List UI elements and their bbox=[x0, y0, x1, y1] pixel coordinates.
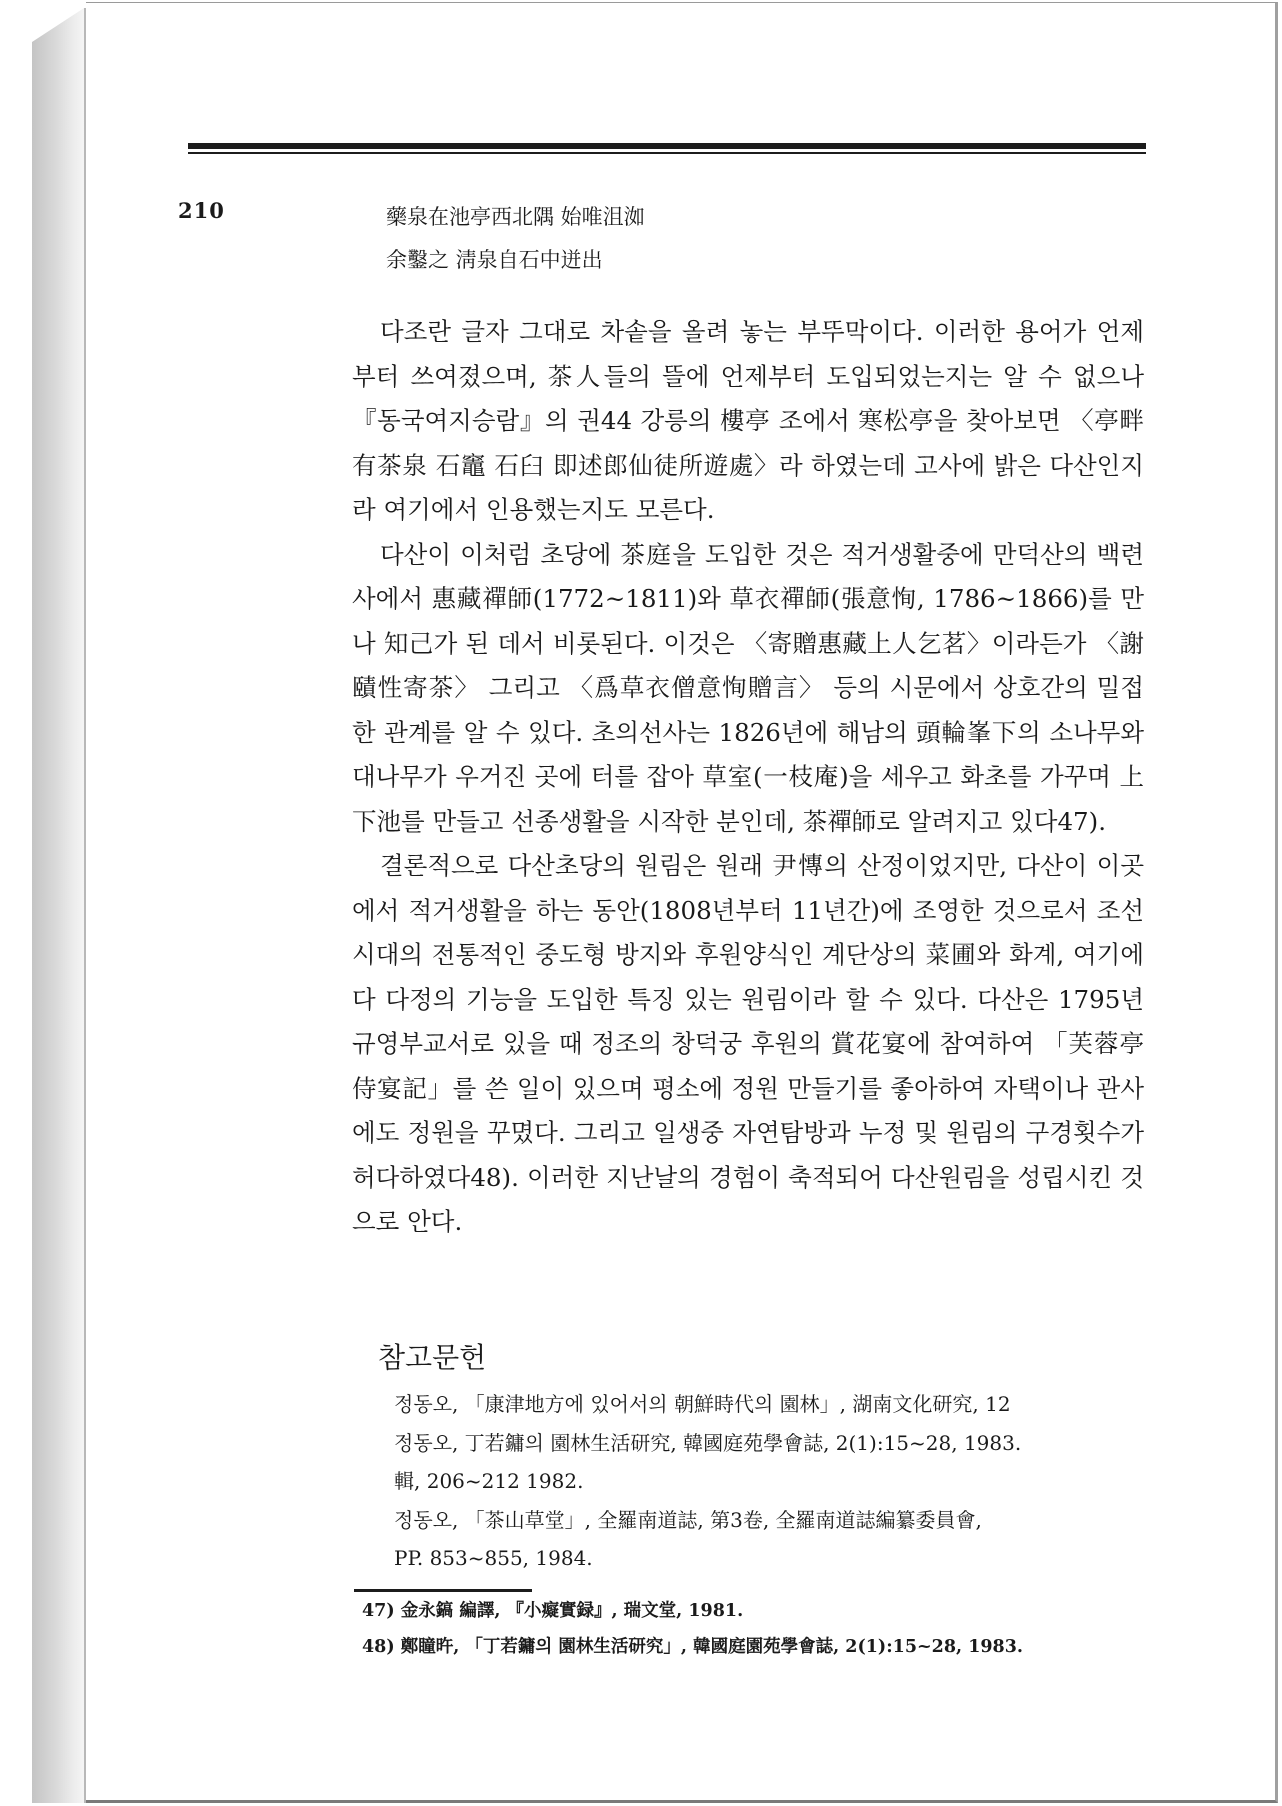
poem-line-1: 藥泉在池亭西北隅 始唯沮洳 bbox=[386, 205, 645, 229]
reference-item: 정동오, 「茶山草堂」, 全羅南道誌, 第3卷, 全羅南道誌編纂委員會, bbox=[394, 1507, 982, 1532]
paragraph-1: 다조란 글자 그대로 차솥을 올려 놓는 부뚜막이다. 이러한 용어가 언제부터 쓰여졌으며, 茶人들의 뜰에 언제부터 도입되었는지는 알 수 없으나 『동국여지승람』의 권44 강릉의 樓亭 조에서 寒松亭을 찾아보면 〈亭畔 有茶泉 石竈 石臼 即述郎仙徒所遊處〉라 하였는데 고사에 밝은 다산인지라 여기에서 인용했는지도 모른다. bbox=[352, 317, 1144, 524]
footnote-48: 48) 鄭瞳旿, 「丁若鏞의 園林生活研究」, 韓國庭園苑學會誌, 2(1):15~28, 1983. bbox=[362, 1637, 1024, 1657]
footnotes bbox=[362, 1593, 1162, 1665]
reference-item: 정동오, 丁若鏞의 園林生活研究, 韓國庭苑學會誌, 2(1):15~28, 1983. bbox=[394, 1430, 1022, 1455]
references-title: 참고문헌 bbox=[378, 1341, 487, 1374]
book-edge bbox=[32, 8, 84, 1803]
reference-item: 輯, 206~212 1982. bbox=[394, 1469, 584, 1493]
paragraph-3: 결론적으로 다산초당의 원림은 원래 尹慱의 산정이었지만, 다산이 이곳에서 적거생활을 하는 동안(1808년부터 11년간)에 조영한 것으로서 조선시대의 전통적인 중도형 방지와 후원양식인 계단상의 菜圃와 화계, 여기에다 다정의 기능을 도입한 특징 있는 원림이라 할 수 있다. 다산은 1795년 규영부교서로 있을 때 정조의 창덕궁 후원의 賞花宴에 참여하여 「芙蓉亭侍宴記」를 쓴 일이 있으며 평소에 정원 만들기를 좋아하여 자택이나 관사에도 정원을 꾸몄다. 그리고 일생중 자연탐방과 누정 및 원림의 구경횟수가 허다하였다48). 이러한 지난날의 경험이 축적되어 다산원림을 성립시킨 것으로 안다. bbox=[352, 851, 1144, 1236]
header-rule-thin bbox=[188, 152, 1146, 154]
reference-item: 정동오, 「康津地方에 있어서의 朝鮮時代의 園林」, 湖南文化研究, 12 bbox=[394, 1392, 1011, 1416]
references-list bbox=[394, 1385, 1154, 1578]
reference-item: PP. 853~855, 1984. bbox=[394, 1546, 593, 1570]
poem-quote bbox=[386, 196, 645, 282]
paragraph-2: 다산이 이처럼 초당에 茶庭을 도입한 것은 적거생활중에 만덕산의 백련사에서 惠藏禪師(1772~1811)와 草衣禪師(張意恂, 1786~1866)를 만나 知己가 된 데서 비롯된다. 이것은 〈寄贈惠藏上人乞茗〉이라든가 〈謝賾性寄茶〉 그리고 〈爲草衣僧意恂贈言〉 등의 시문에서 상호간의 밀접한 관계를 알 수 있다. 초의선사는 1826년에 해남의 頭輪峯下의 소나무와 대나무가 우거진 곳에 터를 잡아 草室(一枝庵)을 세우고 화초를 가꾸며 上下池를 만들고 선종생활을 시작한 분인데, 茶禪師로 알려지고 있다47). bbox=[352, 539, 1144, 836]
page-number: 210 bbox=[178, 198, 225, 223]
footnote-rule bbox=[354, 1589, 532, 1592]
footnote-47: 47) 金永鎬 編譯, 『小癡實録』, 瑞文堂, 1981. bbox=[362, 1601, 744, 1621]
poem-line-2: 余鑿之 淸泉自石中迸出 bbox=[386, 248, 603, 272]
header-rule-thick bbox=[188, 143, 1146, 149]
body-text bbox=[352, 310, 1144, 1245]
